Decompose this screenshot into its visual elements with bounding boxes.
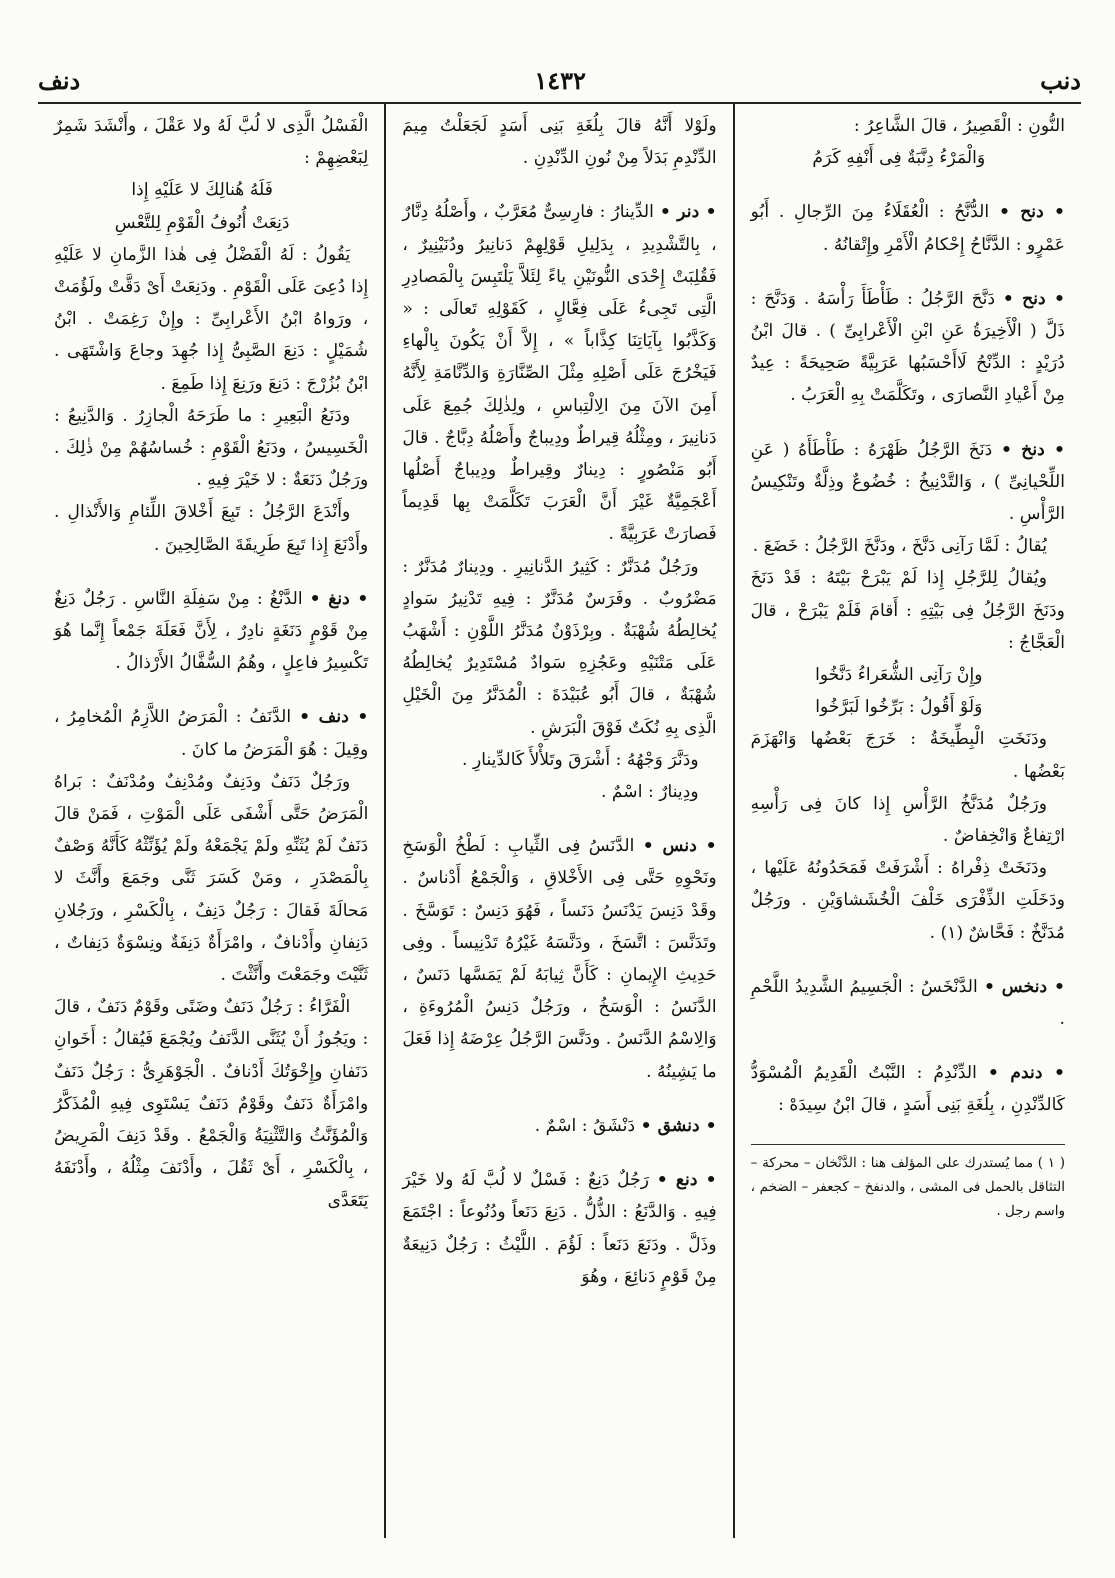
column-right [735,104,1081,1538]
entry-text: ودَنَخَتِ الْبِطِّيخَةُ : خَرَجَ بَعْضُها وَانْهَزَمَ بَعْضُها . [750,729,1065,782]
entry-text: الدَّنَسُ فِى الثِّيابِ : لَطْخُ الْوَسَخِ ونَحْوِهِ حَتَّى فِى الأَخْلاقِ ، وَالْجَمْعُ أَدْناسٌ . وقَدْ دَنِسَ يَدْنَسُ دَنَساً ، فَهُوَ دَنِسٌ : تَوَسَّخَ . وتَدَنَّسَ : اتَّسَخَ ، ودَنَّسَهُ غَيْرُهُ تَدْنِيساً . وفِى حَدِيثِ الإِيمانِ : كَأَنَّ ثِيابَهُ لَمْ يَمَسَّها دَنَسٌ ، الدَّنَسُ : الْوَسَخُ ، ورَجُلٌ دَنِسُ الْمُرُوءَةِ ، وَالِاسْمُ الدَّنَسُ . ودَنَّسَ الرَّجُلُ عِرْضَهُ إِذا فَعَلَ ما يَشِينُهُ . [402,836,717,1082]
entry-text: ودِينارٌ : اسْمٌ . [600,782,699,803]
headword: • دنح • [1002,288,1065,309]
entry-text: دَنَخَ الرَّجُلُ ظَهْرَهُ : طَأْطَأَهُ ( عَنِ اللِّحْيانِىِّ ) ، وَالتَّدْنِيخُ : خُضُوعٌ وذِلَّةٌ وتَنْكِيسُ الرَّأْسِ . [750,439,1065,525]
entry-text: الدِّنْدِمُ : النَّبْتُ الْقَدِيمُ الْمُسْوَدُّ كَالدِّنْدِنِ ، بِلُغَةِ بَنِى أَسَدٍ ، قالَ ابْنُ سِيدَهْ : [750,1063,1065,1116]
entry-text: ودَنَّرَ وَجْهُهُ : أَشْرَقَ وتَلأْلأَ كَالدِّينارِ . [462,749,699,770]
header-root-left: دنف [38,65,81,95]
entry-dnf [54,701,368,1216]
entry-text: ورَجُلٌ مُدَنَّرٌ : كَثِيرُ الدَّنانِيرِ . ودِينارٌ مُدَنَّرٌ : مَضْرُوبٌ . وفَرَسٌ مُدَنَّرٌ : فِيهِ تَدْنِيرُ سَوادٍ يُخالِطُهُ شُهْبَةٌ . وبِرْذَوْنٌ مُدَنَّرُ اللَّوْنِ : أَشْهَبُ عَلَى مَتْنَيْهِ وعَجُزِهِ سَوادٌ مُسْتَدِيرٌ يُخالِطُهُ شُهْبَةٌ ، قالَ أَبُو عُبَيْدَةَ : الْمُدَنَّرُ مِنَ الْخَيْلِ الَّذِى بِهِ نُكَتٌ فَوْقَ الْبَرَشِ . [402,556,717,738]
entry-dnshq [402,1110,716,1142]
entry-text: يُقالُ : لَمَّا رَآنِى دَنَّخَ ، ودَنَّخَ الرَّجُلُ : خَضَعَ . [752,536,1047,557]
entry-dnh [751,196,1065,260]
entry-text: ودَنَعُ الْبَعِيرِ : ما طَرَحَهُ الْجازِرُ . وَالدَّنِيعُ : الْخَسِيسُ ، ودَنَعُ الْقَوْمِ : خُساسُهُمْ مِنْ ذٰلِكَ . ورَجُلٌ دَنَعَةٌ : لا خَيْرَ فِيهِ . [54,405,369,491]
entry-dnh-2 [751,283,1065,412]
entry-continuation [402,110,716,174]
entry-text: دَنَّحَ الرَّجُلُ : طَأْطَأَ رَأْسَهُ . وَدَنَّحَ : ذَلَّ ( الْأَخِيرَةُ عَنِ ابْنِ الْأَعْرابِىِّ ) . قالَ ابْنُ دُرَيْدٍ : الدِّنْحُ لَاأَحْسَبُها عَرَبِيَّةً صَحِيحَةً : عِيدٌ مِنْ أَعْيادِ النَّصارَى ، وتَكَلَّمَتْ بِهِ الْعَرَبُ . [750,288,1065,406]
headword: • دنس • [642,836,717,857]
headword: • دنر • [659,202,717,223]
header-root-right: دنب [1040,65,1081,95]
footnote: ( ١ ) مما يُستدرك على المؤلف هنا : الدَّنْخان – محركة – التثاقل بالحمل فى المشى ، والدنفخ – كجعفر – الضخم ، واسم رجل . [751,1144,1065,1223]
verse-line: وَلَوْ أَقُولُ : بَرِّخُوا لَبَرَّخُوا [815,697,983,718]
entry-text: الدَّنَفُ : الْمَرَضُ اللاَّزِمُ الْمُخامِرُ ، وقِيلَ : هُوَ الْمَرَضُ ما كانَ . [54,707,369,760]
entry-text: الدِّينارُ : فارِسِىٌّ مُعَرَّبٌ ، وأَصْلُهُ دِنَّارٌ ، بِالتَّشْدِيدِ ، بِدَلِيلِ قَوْلِهِمْ دَنانِيرُ ودُنَيْنِيرٌ ، فَقُلِبَتْ إِحْدَى النُّونَيْنِ ياءً لِئَلاَّ يَلْتَبِسَ بِالْمَصادِرِ الَّتِى تَجِىءُ عَلَى فِعَّالٍ ، كَقَوْلِهِ تَعالَى : « وَكَذَّبُوا بِآيَاتِنَا كِذَّاباً » ، إِلاَّ أَنْ يَكُونَ بِالْهاءِ فَيَخْرُجَ عَلَى أَصْلِهِ مِثْلَ الصِّنَّارَةِ وَالدِّنَّامَةِ لِأَنَّهُ أَمِنَ الآنَ مِنَ الِالْتِباسِ ، ولِذٰلِكَ جُمِعَ عَلَى دَنانِيرَ ، ومِثْلُهُ قِيراطٌ ودِيباجٌ وأَصْلُهُ دِبَّاجٌ . قالَ أَبُو مَنْصُورٍ : دِينارٌ وقِيراطٌ ودِيباجٌ أَصْلُها أَعْجَمِيَّةٌ غَيْرَ أَنَّ الْعَرَبَ تَكَلَّمَتْ بِها قَدِيماً فَصارَتْ عَرَبِيَّةً . [402,202,717,545]
entry-text: رَجُلٌ دَنِعٌ : فَسْلٌ لا لُبَّ لَهُ ولا خَيْرَ فِيهِ . وَالدَّنَعُ : الذُّلُّ . دَنِعَ دَنَعاً ودُنُوعاً : اجْتَمَعَ وذَلَّ . ودَنَعَ دَنَعاً : لَؤُمَ . اللَّيْثُ : رَجُلٌ دَنِيعَةٌ مِنْ قَوْمٍ دَنائِعَ ، وهُوَ [402,1170,717,1287]
verse-line: وإِنْ رَآنِى الشُّعَراءُ دَنَّخُوا [815,665,983,686]
entry-text: الدَّنْغُ : مِنْ سَفِلَةِ النَّاسِ . رَجُلٌ دَنِغٌ مِنْ قَوْمٍ دَنَغَةٍ نادِرٌ ، لِأَنَّ فَعَلَةَ جَمْعاً إِنَّما هُوَ تَكْسِيرُ فاعِلٍ ، وهُمُ السُّفَّالُ الأَرْذالُ . [54,588,369,674]
entry-text: الدُّنَّحُ : الْعُقَلَاءُ مِنَ الرِّجالِ . أَبُو عَمْرٍو : الدَّنَّاحُ إِحْكامُ الْأَمْرِ وإِتْقانُهُ . [750,202,1065,255]
entry-text: ورَجُلٌ دَنَفٌ ودَنِفٌ ومُدْنِفٌ ومُدْنَفٌ : بَراهُ الْمَرَضُ حَتَّى أَشْفَى عَلَى الْمَوْتِ ، فَمَنْ قالَ دَنَفٌ لَمْ يُثَنِّهِ ولَمْ يَجْمَعْهُ ولَمْ يُؤَنِّثْهُ كَأَنَّهُ وَصْفٌ بِالْمَصْدَرِ ، ومَنْ كَسَرَ ثَنَّى وجَمَعَ وأَنَّثَ لا مَحالَةَ فَقالَ : رَجُلٌ دَنِفٌ ، بِالْكَسْرِ ، ورَجُلانِ دَنِفانِ وأَدْنافٌ ، وامْرَأَةٌ دَنِفَةٌ ونِسْوَةٌ دَنِفاتٌ ، ثَنَّيْتَ وجَمَعْتَ وأَنَّثْتَ . [54,771,369,986]
entry-continuation [751,110,1065,174]
entry-text: ورَجُلٌ مُدَنَّخُ الرَّأْسِ إِذا كانَ فِى رَأْسِهِ ارْتِفاعٌ وَانْخِفاضٌ . [750,793,1065,847]
headword: • دنف • [299,707,369,728]
page-header [38,58,1081,104]
entry-continuation [54,110,368,561]
entry-dngh [54,583,368,680]
entry-dnkhs [751,971,1065,1035]
headword: • دنح • [998,202,1065,223]
entry-text: دَنْشَقُ : اسْمٌ . [534,1115,636,1136]
headword: • دنخ • [1001,439,1065,460]
entry-text: الْفَسْلُ الَّذِى لا لُبَّ لَهُ ولا عَقْلَ ، وأَنْشَدَ شَمِرٌ لِبَعْضِهِمْ : [54,116,369,169]
text-columns [38,104,1081,1538]
entry-dndm [751,1057,1065,1121]
headword: • دنع • [656,1170,717,1191]
entry-dnr [402,196,716,808]
headword: • دنخس • [984,976,1065,997]
headword: • دنشق • [640,1115,717,1136]
verse-line: وَالْمَرْءُ دِنَّبَةٌ فِى أَنْفِهِ كَرَمُ [812,148,986,169]
verse-line: فَلَهُ هُنالِكَ لا عَلَيْهِ إِذا [131,180,273,201]
entry-text: يَقُولُ : لَهُ الْفَضْلُ فِى هٰذا الزَّمانِ لا عَلَيْهِ إِذا دُعِىَ عَلَى الْقَوْمِ . ودَنِعَتْ أَىْ دَقَّتْ ولَؤُمَتْ ، ورَواهُ ابْنُ الأَعْرابِىِّ : وإِنْ رَغِمَتْ . ابْنُ شُمَيْلٍ : دَنِعَ الصَّبِىُّ إِذا جُهِدَ وجاعَ وَاشْتَهَى . ابْنُ بُزُرْجَ : دَنِعَ ورَنِعَ إِذا طَمِعَ . [54,244,369,394]
entry-text: ولَوْلا أَنَّهُ قالَ بِلُغَةِ بَنِى أَسَدٍ لَجَعَلْتُ مِيمَ الدِّنْدِمِ بَدَلاً مِنْ نُونِ الدِّنْدِنِ . [402,116,717,169]
verse-line: دَنِعَتْ أُنُوفُ الْقَوْمِ لِلتَّعْسِ [114,212,290,233]
entry-dns [402,830,716,1088]
headword: • دندم • [987,1063,1065,1084]
entry-text: النُّونِ : الْقَصِيرُ ، قالَ الشَّاعِرُ : [853,116,1065,136]
entry-text: وأَنْدَعَ الرَّجُلُ : تَبِعَ أَخْلاقَ اللِّئامِ وَالأَنْذالِ . وأَدْنَعَ إِذا تَبِعَ طَرِيقَةَ الصَّالِحِينَ . [54,502,369,555]
entry-text: ودَنَخَتْ ذِفْراهُ : أَشْرَفَتْ فَمَحَدُونُهُ عَلَيْها ، ودَخَلَتِ الذِّفْرَى خَلْفَ الْخُشَشاوَيْنِ . ورَجُلٌ مُدَنَّخٌ : فَحَّاشٌ (١) . [750,858,1065,943]
entry-text: الدَّنْخَسُ : الْجَسِيمُ الشَّدِيدُ اللَّحْمِ . [750,976,1065,1030]
column-left [38,104,386,1538]
column-middle [386,104,734,1538]
entry-dnkh [751,434,1065,949]
entry-text: الْفَرَّاءُ : رَجُلٌ دَنَفٌ وضَنًى وقَوْمٌ دَنَفٌ ، قالَ : ويَجُوزُ أَنْ يُثَنَّى الدَّنَفُ ويُجْمَعَ فَيُقالُ : أَخَوانِ دَنَفانِ وإِخْوَتُكَ أَدْنافٌ . الْجَوْهَرِىُّ : رَجُلٌ دَنَفٌ وامْرَأَةٌ دَنَفٌ وقَوْمٌ دَنَفٌ يَسْتَوِى فِيهِ الْمُذَكَّرُ وَالْمُؤَنَّثُ وَالتَّثْنِيَةُ وَالْجَمْعُ . وقَدْ دَنِفَ الْمَرِيضُ ، بِالْكَسْرِ ، أَىْ ثَقُلَ ، وأَدْنَفَ مِثْلُهُ ، وأَدْنَفَهُ يَتَعَدَّى [54,997,369,1211]
entry-text: ويُقالُ لِلرَّجُلِ إِذا لَمْ يَبْرَحْ بَيْتَهُ : قَدْ دَنَخَ ودَنَخَ الرَّجُلُ فِى بَيْتِهِ : أَقامَ فَلَمْ يَبْرَحْ ، قالَ الْعَجَّاجُ : [750,568,1065,653]
headword: • دنغ • [309,588,369,609]
page-number: ١٤٣٢ [534,65,586,95]
entry-dna [402,1164,716,1293]
